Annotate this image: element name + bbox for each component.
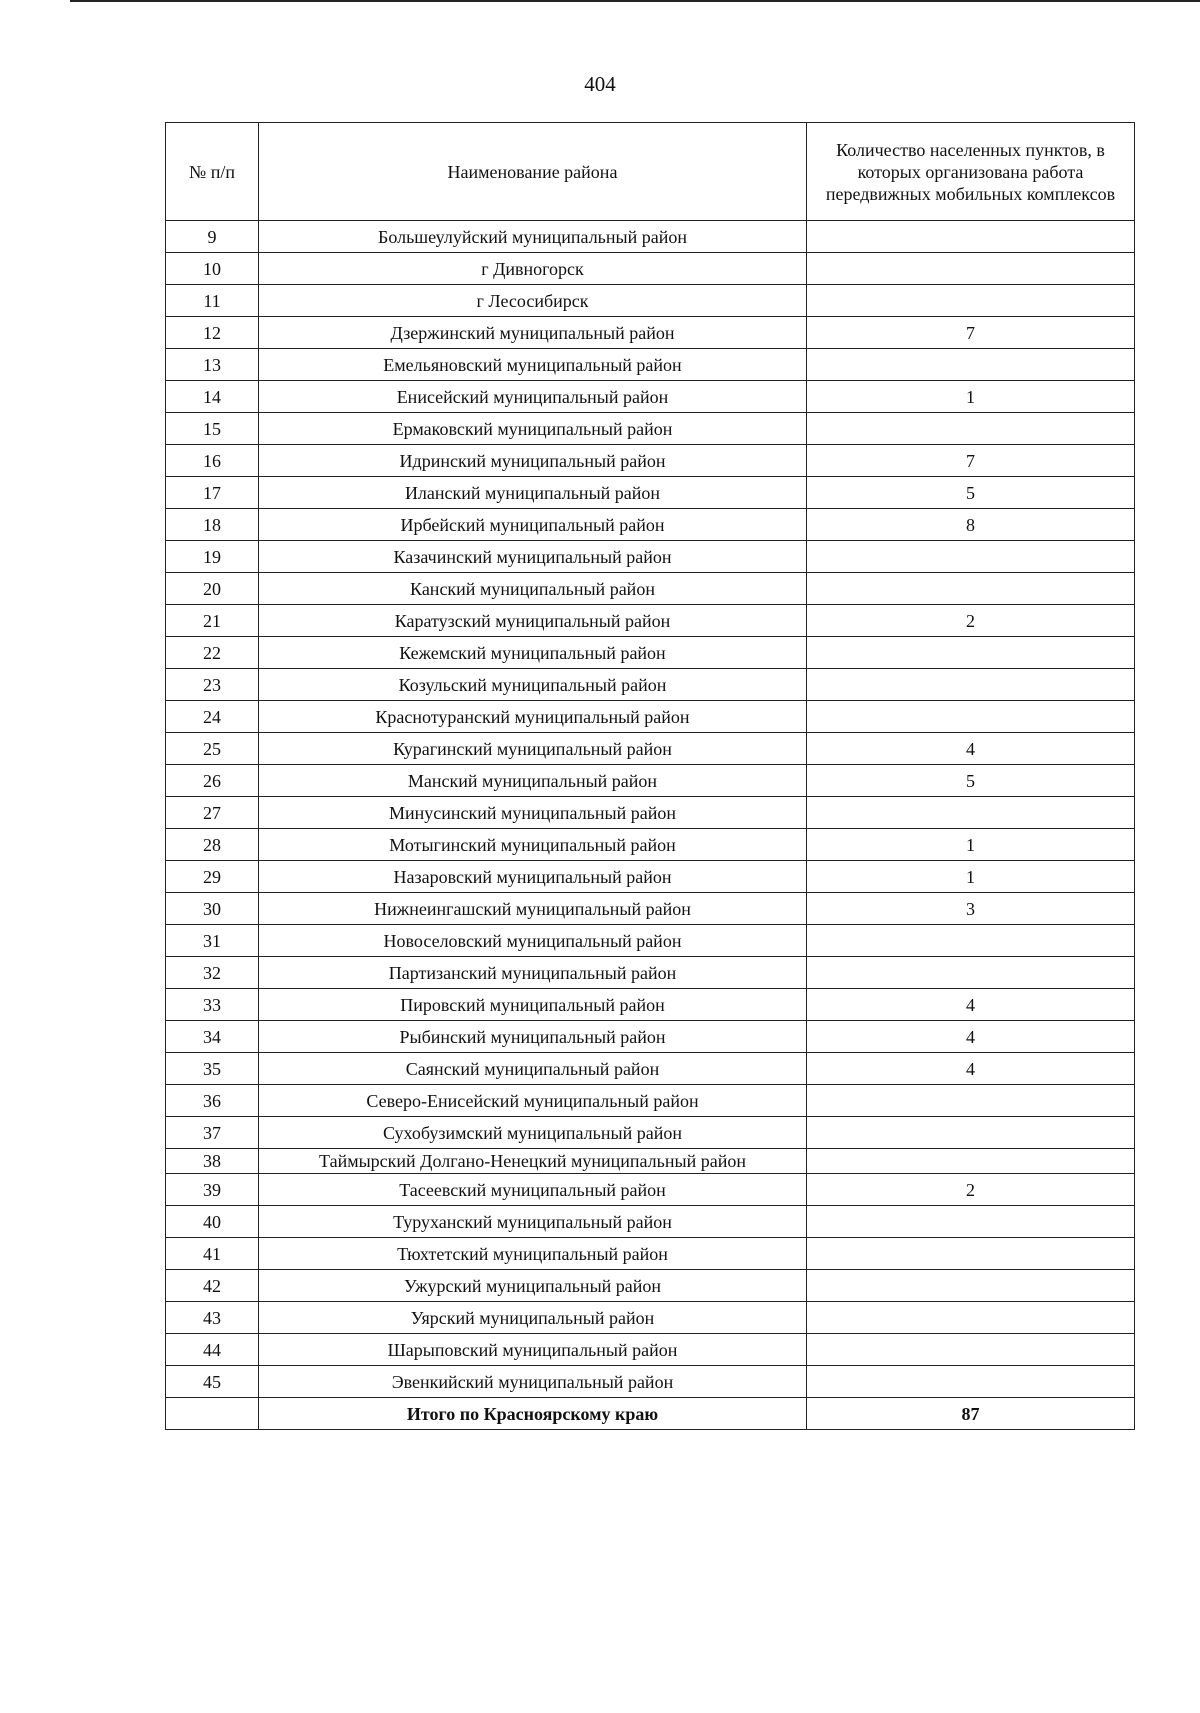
row-settlement-count: 5	[807, 765, 1135, 797]
table-row	[166, 637, 1135, 669]
row-district-name: Тасеевский муниципальный район	[259, 1174, 807, 1206]
row-num: 11	[166, 285, 259, 317]
row-num: 25	[166, 733, 259, 765]
row-settlement-count	[807, 1334, 1135, 1366]
row-district-name: Туруханский муниципальный район	[259, 1206, 807, 1238]
page-number: 404	[584, 72, 616, 96]
top-border-line	[70, 0, 1200, 2]
row-settlement-count	[807, 413, 1135, 445]
row-num: 37	[166, 1117, 259, 1149]
table-row	[166, 477, 1135, 509]
table-row	[166, 317, 1135, 349]
row-settlement-count: 4	[807, 1053, 1135, 1085]
table-row	[166, 1366, 1135, 1398]
table-row	[166, 765, 1135, 797]
row-district-name: Мотыгинский муниципальный район	[259, 829, 807, 861]
table-row	[166, 1270, 1135, 1302]
table-row	[166, 413, 1135, 445]
row-num: 23	[166, 669, 259, 701]
row-district-name: г Дивногорск	[259, 253, 807, 285]
row-settlement-count: 3	[807, 893, 1135, 925]
row-settlement-count: 2	[807, 1174, 1135, 1206]
table-row	[166, 381, 1135, 413]
total-num	[166, 1398, 259, 1430]
row-district-name: Курагинский муниципальный район	[259, 733, 807, 765]
table-row	[166, 1117, 1135, 1149]
row-num: 24	[166, 701, 259, 733]
row-num: 41	[166, 1238, 259, 1270]
row-district-name: Козульский муниципальный район	[259, 669, 807, 701]
row-num: 28	[166, 829, 259, 861]
total-row	[166, 1398, 1135, 1430]
row-district-name: Шарыповский муниципальный район	[259, 1334, 807, 1366]
row-settlement-count	[807, 637, 1135, 669]
row-num: 43	[166, 1302, 259, 1334]
row-settlement-count	[807, 925, 1135, 957]
row-settlement-count: 8	[807, 509, 1135, 541]
row-num: 36	[166, 1085, 259, 1117]
row-num: 34	[166, 1021, 259, 1053]
row-district-name: Кежемский муниципальный район	[259, 637, 807, 669]
row-settlement-count	[807, 1117, 1135, 1149]
table-row	[166, 893, 1135, 925]
row-num: 30	[166, 893, 259, 925]
row-num: 31	[166, 925, 259, 957]
row-district-name: Минусинский муниципальный район	[259, 797, 807, 829]
row-district-name: Краснотуранский муниципальный район	[259, 701, 807, 733]
table-row	[166, 253, 1135, 285]
row-num: 26	[166, 765, 259, 797]
row-num: 38	[166, 1149, 259, 1174]
header-settlement-count: Количество населенных пунктов, в которых организована работа передвижных мобильных комплексов	[807, 123, 1135, 221]
table-row	[166, 509, 1135, 541]
row-district-name: Дзержинский муниципальный район	[259, 317, 807, 349]
row-district-name: Большеулуйский муниципальный район	[259, 221, 807, 253]
header-district-name: Наименование района	[259, 123, 807, 221]
row-settlement-count	[807, 957, 1135, 989]
row-district-name: Северо-Енисейский муниципальный район	[259, 1085, 807, 1117]
row-district-name: Ирбейский муниципальный район	[259, 509, 807, 541]
row-settlement-count	[807, 669, 1135, 701]
table-body	[166, 221, 1135, 1398]
row-settlement-count: 2	[807, 605, 1135, 637]
table-row	[166, 829, 1135, 861]
row-settlement-count	[807, 1366, 1135, 1398]
row-num: 16	[166, 445, 259, 477]
total-label: Итого по Красноярскому краю	[259, 1398, 807, 1430]
row-settlement-count	[807, 285, 1135, 317]
row-settlement-count: 7	[807, 445, 1135, 477]
row-num: 9	[166, 221, 259, 253]
row-settlement-count	[807, 1085, 1135, 1117]
row-num: 44	[166, 1334, 259, 1366]
row-num: 21	[166, 605, 259, 637]
table-row	[166, 285, 1135, 317]
row-settlement-count	[807, 573, 1135, 605]
row-settlement-count	[807, 1270, 1135, 1302]
row-num: 35	[166, 1053, 259, 1085]
table-row	[166, 701, 1135, 733]
row-district-name: Эвенкийский муниципальный район	[259, 1366, 807, 1398]
table-row	[166, 1053, 1135, 1085]
row-settlement-count	[807, 701, 1135, 733]
row-district-name: Казачинский муниципальный район	[259, 541, 807, 573]
row-num: 18	[166, 509, 259, 541]
row-settlement-count	[807, 797, 1135, 829]
row-district-name: Каратузский муниципальный район	[259, 605, 807, 637]
row-settlement-count: 1	[807, 861, 1135, 893]
row-district-name: Рыбинский муниципальный район	[259, 1021, 807, 1053]
row-settlement-count: 4	[807, 733, 1135, 765]
table-row	[166, 1238, 1135, 1270]
table-row	[166, 989, 1135, 1021]
table-row	[166, 925, 1135, 957]
row-settlement-count: 1	[807, 381, 1135, 413]
row-district-name: Ермаковский муниципальный район	[259, 413, 807, 445]
row-district-name: Назаровский муниципальный район	[259, 861, 807, 893]
table-row	[166, 1149, 1135, 1174]
row-settlement-count: 4	[807, 989, 1135, 1021]
row-district-name: Новоселовский муниципальный район	[259, 925, 807, 957]
row-num: 10	[166, 253, 259, 285]
row-num: 19	[166, 541, 259, 573]
row-district-name: Манский муниципальный район	[259, 765, 807, 797]
row-settlement-count	[807, 349, 1135, 381]
row-district-name: Пировский муниципальный район	[259, 989, 807, 1021]
row-num: 17	[166, 477, 259, 509]
row-num: 27	[166, 797, 259, 829]
row-district-name: Таймырский Долгано-Ненецкий муниципальный район	[259, 1149, 807, 1174]
table-row	[166, 733, 1135, 765]
table-row	[166, 861, 1135, 893]
row-num: 12	[166, 317, 259, 349]
total-count: 87	[807, 1398, 1135, 1430]
row-settlement-count: 7	[807, 317, 1135, 349]
row-district-name: Партизанский муниципальный район	[259, 957, 807, 989]
table-row	[166, 573, 1135, 605]
table-row	[166, 957, 1135, 989]
row-district-name: г Лесосибирск	[259, 285, 807, 317]
row-district-name: Тюхтетский муниципальный район	[259, 1238, 807, 1270]
row-settlement-count: 5	[807, 477, 1135, 509]
districts-table	[165, 122, 1135, 1430]
header-num: № п/п	[166, 123, 259, 221]
row-district-name: Енисейский муниципальный район	[259, 381, 807, 413]
row-district-name: Идринский муниципальный район	[259, 445, 807, 477]
row-settlement-count	[807, 541, 1135, 573]
row-settlement-count	[807, 253, 1135, 285]
table-row	[166, 541, 1135, 573]
row-district-name: Уярский муниципальный район	[259, 1302, 807, 1334]
row-district-name: Канский муниципальный район	[259, 573, 807, 605]
row-num: 22	[166, 637, 259, 669]
row-num: 32	[166, 957, 259, 989]
row-settlement-count	[807, 1149, 1135, 1174]
row-num: 40	[166, 1206, 259, 1238]
table-row	[166, 1334, 1135, 1366]
row-district-name: Ужурский муниципальный район	[259, 1270, 807, 1302]
table-row	[166, 1302, 1135, 1334]
row-settlement-count	[807, 1302, 1135, 1334]
table-row	[166, 349, 1135, 381]
row-settlement-count	[807, 221, 1135, 253]
row-district-name: Сухобузимский муниципальный район	[259, 1117, 807, 1149]
row-district-name: Иланский муниципальный район	[259, 477, 807, 509]
row-district-name: Нижнеингашский муниципальный район	[259, 893, 807, 925]
row-num: 20	[166, 573, 259, 605]
table-header-row	[166, 123, 1135, 221]
table-row	[166, 445, 1135, 477]
row-num: 42	[166, 1270, 259, 1302]
table-row	[166, 221, 1135, 253]
table-row	[166, 1174, 1135, 1206]
row-num: 13	[166, 349, 259, 381]
row-num: 33	[166, 989, 259, 1021]
row-settlement-count	[807, 1238, 1135, 1270]
row-district-name: Саянский муниципальный район	[259, 1053, 807, 1085]
row-settlement-count: 4	[807, 1021, 1135, 1053]
row-num: 14	[166, 381, 259, 413]
table-row	[166, 1085, 1135, 1117]
row-num: 15	[166, 413, 259, 445]
row-num: 29	[166, 861, 259, 893]
table-row	[166, 1206, 1135, 1238]
table-row	[166, 669, 1135, 701]
row-settlement-count	[807, 1206, 1135, 1238]
table-row	[166, 605, 1135, 637]
row-num: 39	[166, 1174, 259, 1206]
row-district-name: Емельяновский муниципальный район	[259, 349, 807, 381]
row-settlement-count: 1	[807, 829, 1135, 861]
table-row	[166, 1021, 1135, 1053]
table-row	[166, 797, 1135, 829]
row-num: 45	[166, 1366, 259, 1398]
